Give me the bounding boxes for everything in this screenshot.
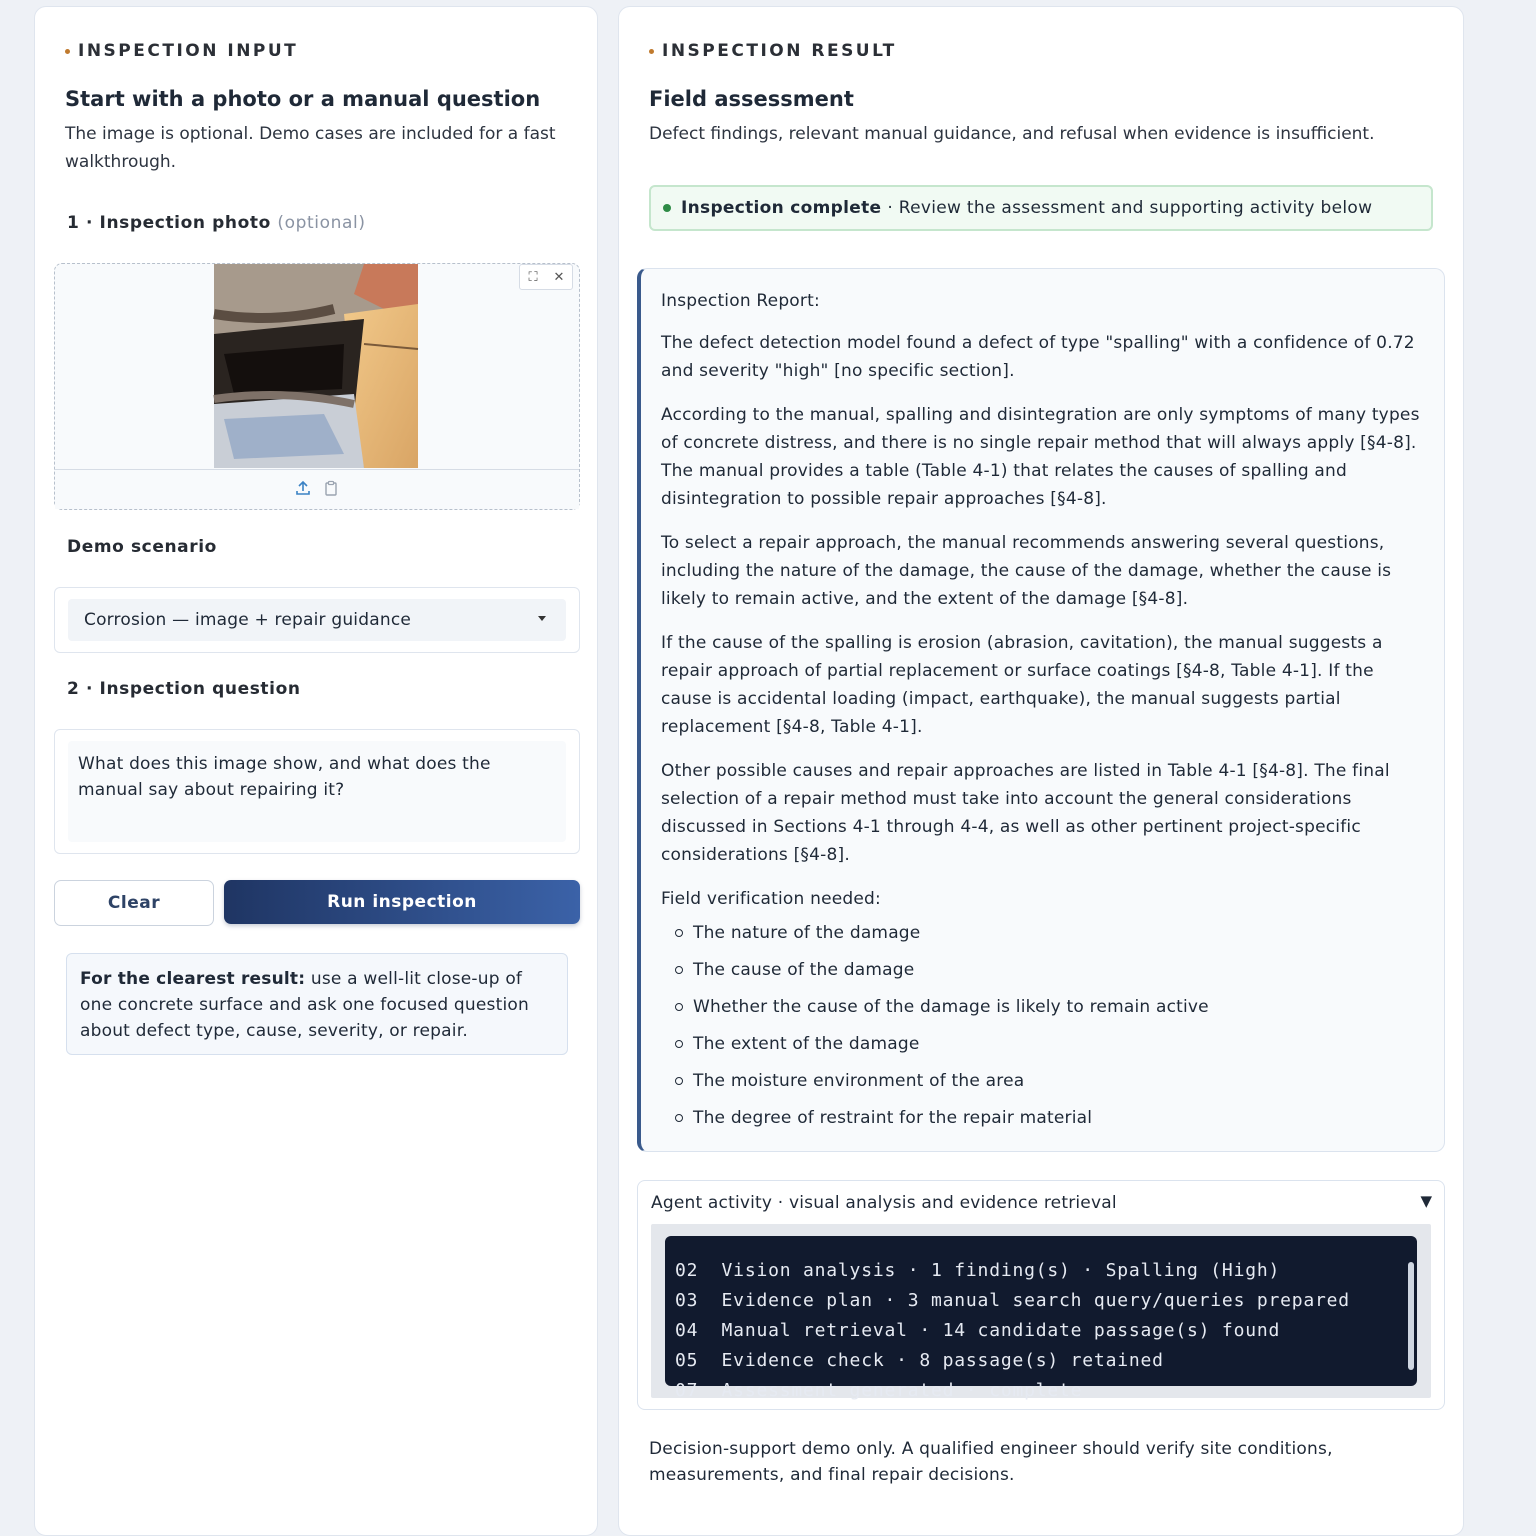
disclaimer: Decision-support demo only. A qualified engineer should verify site conditions, measurements, and final repair decisions. [649,1439,1333,1485]
log-line: 03 Evidence plan · 3 manual search query/queries prepared [675,1290,1350,1311]
status-banner [649,185,1433,231]
upload-icon[interactable] [295,480,311,500]
inspection-photo [214,264,418,468]
result-eyebrow-text: INSPECTION RESULT [662,41,897,61]
result-subtitle: Defect findings, relevant manual guidance, and refusal when evidence is insufficient. [649,124,1375,144]
close-icon[interactable]: ✕ [553,269,565,285]
tip-box [66,953,568,1055]
tip-text: use a well-lit close-up of one concrete surface and ask one focused question about defect type, cause, severity, or repair. [80,969,529,1041]
agent-activity-accordion[interactable] [637,1180,1445,1410]
report-paragraph: If the cause of the spalling is erosion (abrasion, cavitation), the manual suggests a repair approach of partial replacement or surface coatings [§4-8, Table 4-1]. If the cause is accidental loading (impact, earthquake), the manual suggests partial replacement [§4-8, Table 4-1]. [661,633,1383,737]
inspection-result-panel [618,6,1464,1536]
verification-list [661,919,1424,1141]
clipboard-icon[interactable] [323,480,339,500]
demo-scenario-value: Corrosion — image + repair guidance [84,610,412,630]
photo-upload-dropzone[interactable] [54,263,580,510]
chevron-down-icon [538,616,546,621]
inspection-report [637,268,1445,1152]
list-item: The nature of the damage [661,919,1424,956]
input-eyebrow-text: INSPECTION INPUT [78,41,299,61]
photo-corner-buttons [519,264,573,290]
report-paragraph: To select a repair approach, the manual recommends answering several questions, including the nature of the damage, the cause of the damage, whether the cause is likely to remain active, and the extent of the damage [§4-8]. [661,533,1392,609]
demo-scenario-select[interactable] [68,599,566,641]
question-container [54,729,580,854]
log-line: 07 Assessment generated · complete [675,1380,1083,1401]
demo-scenario-label: Demo scenario [67,537,217,557]
demo-scenario-container [54,587,580,653]
verification-heading: Field verification needed: [661,889,881,909]
list-item: The extent of the damage [661,1030,1424,1067]
run-inspection-button[interactable]: Run inspection [224,880,580,924]
input-title: Start with a photo or a manual question [65,87,541,111]
status-text: · Review the assessment and supporting activity below [887,198,1373,218]
log-line: 05 Evidence check · 8 passage(s) retained [675,1350,1164,1371]
upload-footer [55,469,579,509]
report-paragraph: The defect detection model found a defect of type "spalling" with a confidence of 0.72 and severity "high" [no specific section]. [661,333,1415,381]
list-item: The degree of restraint for the repair material [661,1104,1424,1141]
report-paragraph: According to the manual, spalling and disintegration are only symptoms of many types of concrete distress, and there is no single repair method that will always apply [§4-8]. The manual provides a table (Table 4-1) that relates the causes of spalling and disintegration to possible repair approaches [§4-8]. [661,405,1420,509]
input-eyebrow [65,41,298,61]
list-item: The cause of the damage [661,956,1424,993]
list-item: Whether the cause of the damage is likely to remain active [661,993,1424,1030]
photo-label [67,213,366,233]
list-item: The moisture environment of the area [661,1067,1424,1104]
photo-label-text: 1 · Inspection photo [67,213,271,233]
fullscreen-icon[interactable]: ⛶ [528,269,538,285]
log-scrollbar[interactable] [1408,1262,1414,1370]
status-dot-icon [663,204,671,212]
result-eyebrow [649,41,897,61]
activity-log-frame [651,1224,1431,1401]
accent-dot-icon [65,49,70,54]
collapse-triangle-icon[interactable]: ▼ [1420,1192,1432,1210]
input-subtitle: The image is optional. Demo cases are included for a fast walkthrough. [65,124,556,172]
photo-label-optional: (optional) [277,213,366,233]
activity-title[interactable]: Agent activity · visual analysis and evidence retrieval [651,1193,1117,1213]
activity-log[interactable] [665,1236,1417,1401]
log-line: 02 Vision analysis · 1 finding(s) · Spalling (High) [675,1260,1281,1281]
inspection-input-panel [34,6,598,1536]
log-line: 04 Manual retrieval · 14 candidate passage(s) found [675,1320,1281,1341]
clear-button[interactable]: Clear [54,880,214,926]
status-bold: Inspection complete [681,198,882,218]
question-label: 2 · Inspection question [67,679,301,699]
question-textarea[interactable]: What does this image show, and what does the manual say about repairing it? [68,741,566,842]
result-title: Field assessment [649,87,854,111]
report-heading: Inspection Report: [661,291,820,311]
accent-dot-icon [649,49,654,54]
tip-bold: For the clearest result: [80,969,306,989]
report-paragraph: Other possible causes and repair approaches are listed in Table 4-1 [§4-8]. The final selection of a repair method must take into account the general considerations discussed in Sections 4-1 through 4-4, as well as other pertinent project-specific considerations [§4-8]. [661,761,1390,865]
